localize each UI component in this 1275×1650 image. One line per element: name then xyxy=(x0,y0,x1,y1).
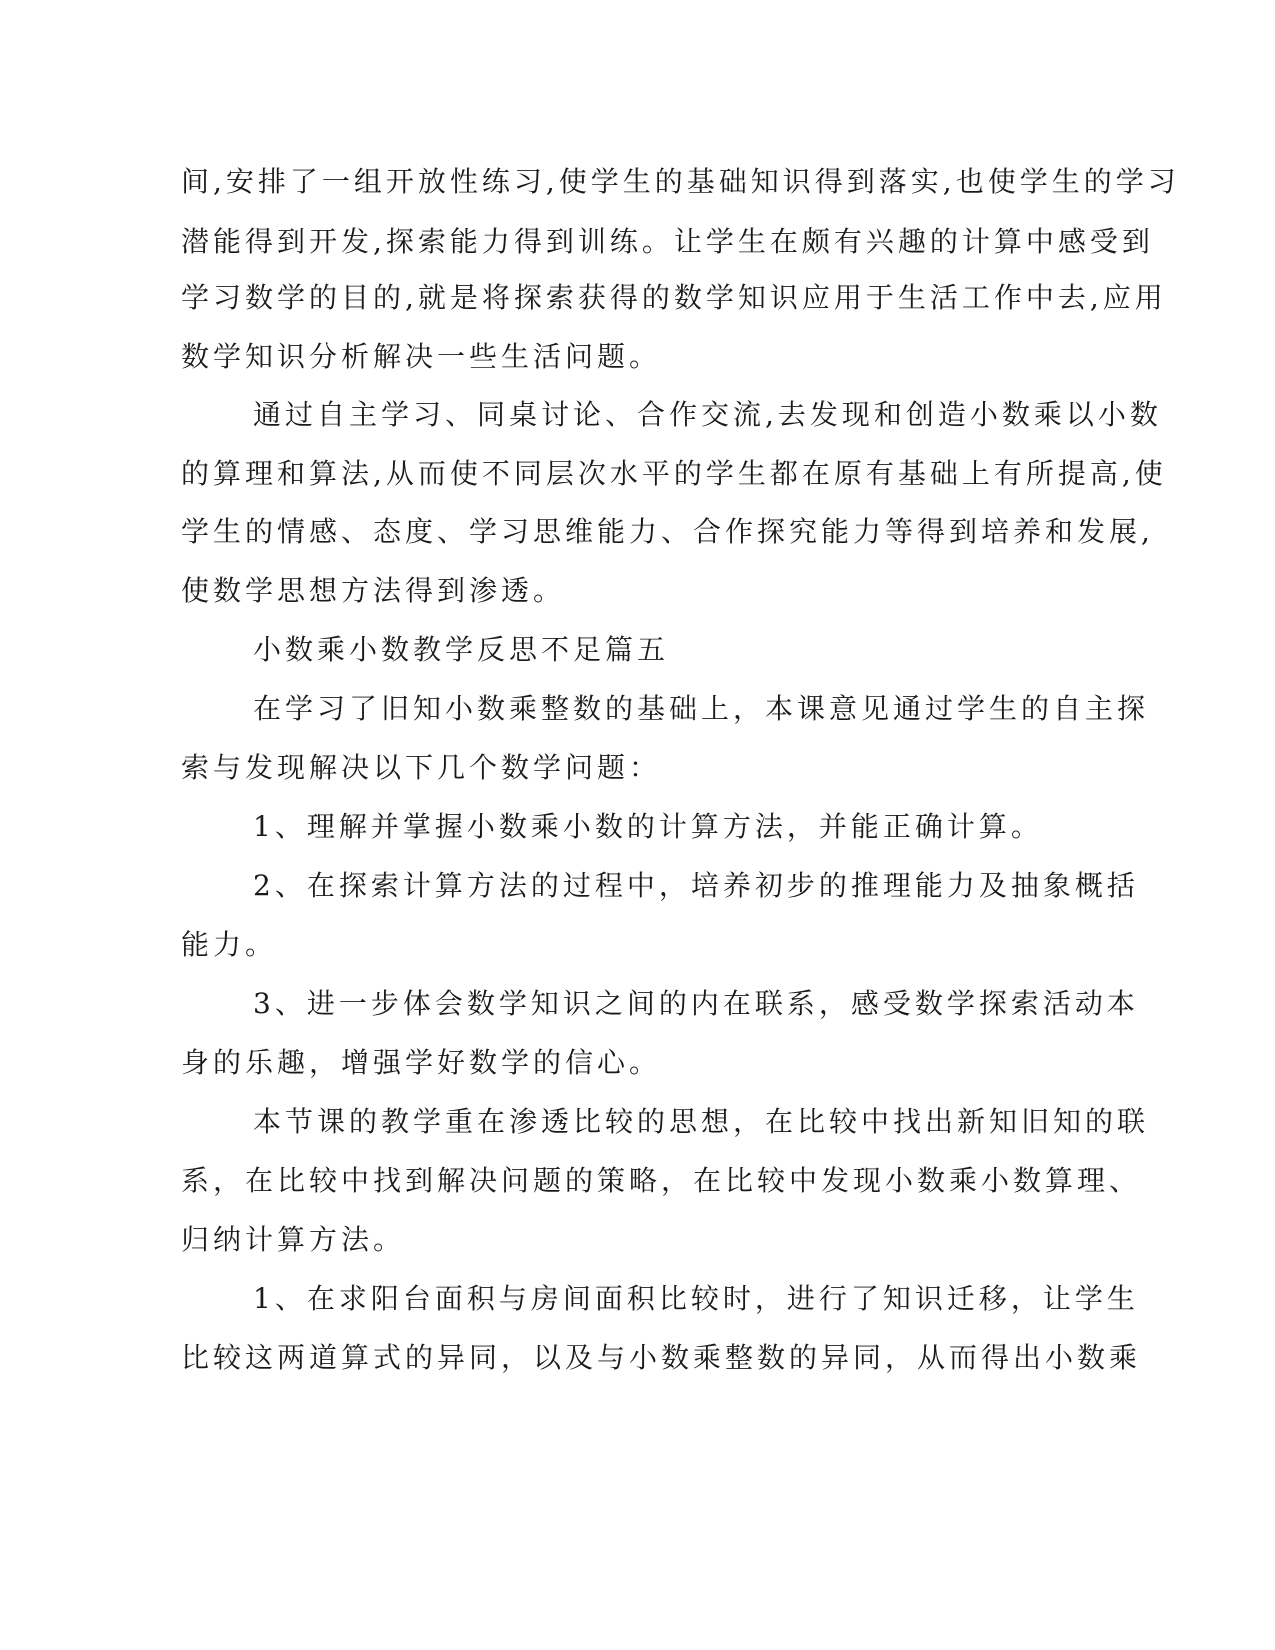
list-item: 1、在求阳台面积与房间面积比较时，进行了知识迁移，让学生 xyxy=(253,1282,1139,1315)
list-item: 2、在探索计算方法的过程中，培养初步的推理能力及抽象概括 xyxy=(253,869,1139,902)
text-line: 数学知识分析解决一些生活问题。 xyxy=(181,340,662,373)
text-line: 学习数学的目的,就是将探索获得的数学知识应用于生活工作中去,应用 xyxy=(181,281,1167,314)
text-line: 使数学思想方法得到渗透。 xyxy=(181,574,566,607)
list-item: 3、进一步体会数学知识之间的内在联系，感受数学探索活动本 xyxy=(253,987,1139,1020)
list-item: 1、理解并掌握小数乘小数的计算方法，并能正确计算。 xyxy=(253,810,1043,843)
text-line: 索与发现解决以下几个数学问题： xyxy=(181,751,662,784)
text-line: 本节课的教学重在渗透比较的思想，在比较中找出新知旧知的联 xyxy=(253,1105,1150,1138)
text-line: 的算理和算法,从而使不同层次水平的学生都在原有基础上有所提高,使 xyxy=(181,457,1167,490)
text-line: 归纳计算方法。 xyxy=(181,1223,406,1256)
text-line: 能力。 xyxy=(181,928,278,961)
text-line: 身的乐趣，增强学好数学的信心。 xyxy=(181,1046,662,1079)
text-line: 学生的情感、态度、学习思维能力、合作探究能力等得到培养和发展, xyxy=(181,515,1154,548)
text-line: 潜能得到开发,探索能力得到训练。让学生在颇有兴趣的计算中感受到 xyxy=(181,225,1154,258)
text-line: 系，在比较中找到解决问题的策略，在比较中发现小数乘小数算理、 xyxy=(181,1164,1142,1197)
section-heading: 小数乘小数教学反思不足篇五 xyxy=(253,633,670,666)
text-line: 间,安排了一组开放性练习,使学生的基础知识得到落实,也使学生的学习 xyxy=(181,165,1180,198)
text-line: 比较这两道算式的异同，以及与小数乘整数的异同，从而得出小数乘 xyxy=(181,1341,1142,1374)
text-line: 在学习了旧知小数乘整数的基础上，本课意见通过学生的自主探 xyxy=(253,692,1150,725)
text-line: 通过自主学习、同桌讨论、合作交流,去发现和创造小数乘以小数 xyxy=(253,398,1162,431)
